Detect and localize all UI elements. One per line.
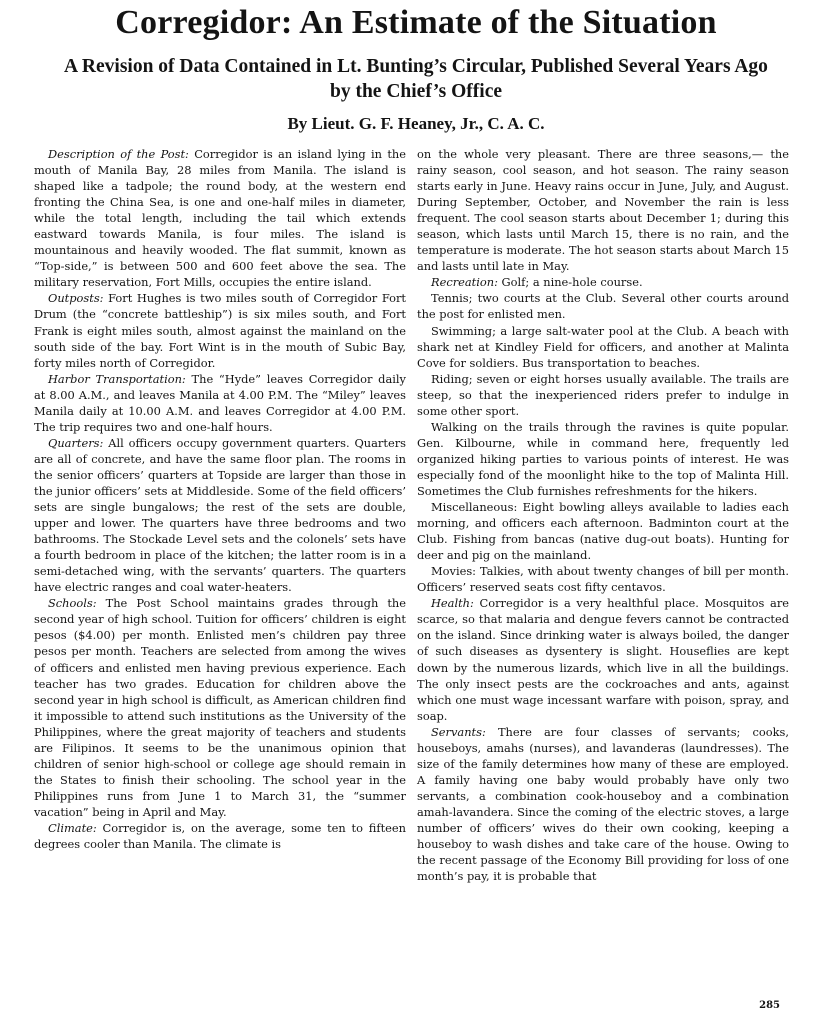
section-heading: Description of the Post: (48, 147, 189, 161)
paragraph-riding (417, 371, 789, 419)
paragraph-text: The Post School maintains grades through the second year of high school. Tuition for officers’ children is eight pesos ($4.00) per month. Enlisted men’s children pay three pesos per month. Teachers are selected from among the wives of officers and enlisted men having previous experience. Each teacher has two grades. Education for children above the second year in high school is difficult, as American children find it impossible to attend such institutions as the University of the Philippines, where the great majority of teachers and students are Filipinos. It seems to be the unanimous opinion that children of senior high-school or college age should remain in the States to finish their schooling. The school year in the Philippines runs from June 1 to March 31, the “summer vacation” being in April and May. (34, 596, 406, 819)
paragraph-tennis (417, 290, 789, 322)
author-byline: By Lieut. G. F. Heaney, Jr., C. A. C. (287, 114, 545, 133)
paragraph-text: Riding; seven or eight horses usually available. The trails are steep, so that the inexperienced riders prefer to indulge in some other sport. (417, 371, 789, 418)
paragraph-miscellaneous (417, 499, 789, 563)
paragraph-text: Miscellaneous: Eight bowling alleys available to ladies each morning, and officers each afternoon. Badminton court at the Club. Fishing from bancas (native dug-out boats). Hunting for deer and pig on the mainland. (417, 500, 789, 563)
paragraph-swimming (417, 323, 789, 371)
section-heading: Recreation: (431, 275, 498, 290)
paragraph-text: Corregidor is, on the average, some ten to fifteen degrees cooler than Manila. The climate is (34, 820, 406, 852)
paragraph-text: Golf; a nine-hole course. (497, 275, 643, 290)
section-heading: Quarters: (48, 435, 104, 450)
paragraph-text: Tennis; two courts at the Club. Several other courts around the post for enlisted men. (417, 291, 789, 322)
paragraph-outposts (34, 290, 406, 370)
paragraph-text: Corregidor is a very healthful place. Mosquitos are scarce, so that malaria and dengue fevers cannot be contracted on the island. Since drinking water is always boiled, the danger of such diseases as dysentery is slight. Houseflies are kept down by the numerous lizards, which live in all the buildings. The only insect pests are the cockroaches and ants, against which one must wage incessant warfare with poison, spray, and soap. (417, 596, 789, 723)
paragraph-text: Swimming; a large salt-water pool at the Club. A beach with shark net at Kindley Field for officers, and another at Malinta Cove for soldiers. Bus transportation to beaches. (417, 323, 789, 370)
section-heading: Health: (431, 596, 474, 611)
paragraph-text: Fort Hughes is two miles south of Corregidor Fort Drum (the “concrete battleship”) is six miles south, and Fort Frank is eight miles south, almost against the mainland on the south side of the bay. Fort Wint is in the mouth of Subic Bay, forty miles north of Corregidor. (34, 291, 406, 370)
paragraph-description (34, 146, 406, 290)
section-heading: Climate: (48, 820, 97, 835)
paragraph-servants (417, 724, 789, 884)
paragraph-schools (34, 595, 406, 820)
paragraph-climate-continued (417, 146, 789, 274)
paragraph-quarters (34, 435, 406, 595)
page-number: 285 (759, 1000, 780, 1011)
paragraph-climate (34, 820, 406, 852)
section-heading: Harbor Transportation: (48, 371, 186, 386)
paragraph-health (417, 595, 789, 723)
paragraph-movies (417, 563, 789, 595)
paragraph-text: Corregidor is an island lying in the mouth of Manila Bay, 28 miles from Manila. The island is shaped like a tadpole; the round body, at the western end fronting the China Sea, is one and one-half miles in diameter, while the total length, including the tail which extends eastward towards Manila, is four miles. The island is mountainous and heavily wooded. The flat summit, known as “Top-side,” is between 500 and 600 feet above the sea. The military reservation, Fort Mills, occupies the entire island. (34, 147, 406, 290)
paragraph-text: Movies: Talkies, with about twenty changes of bill per month. Officers’ reserved seats cost fifty centavos. (417, 564, 789, 595)
right-column (417, 146, 789, 884)
article-title: Corregidor: An Estimate of the Situation (115, 4, 717, 41)
section-heading: Servants: (431, 724, 486, 739)
left-column (34, 146, 406, 852)
section-heading: Schools: (48, 596, 97, 611)
paragraph-recreation (417, 274, 789, 290)
section-heading: Outposts: (48, 291, 104, 306)
article-subtitle: A Revision of Data Contained in Lt. Bunting’s Circular, Published Several Years Ago by the Chief’s Office (64, 56, 768, 102)
paragraph-text: on the whole very pleasant. There are three seasons,— the rainy season, cool season, and hot season. The rainy season starts early in June. Heavy rains occur in June, July, and August. During September, October, and November the rain is less frequent. The cool season starts about December 1; during this season, which lasts until March 15, there is no rain, and the temperature is moderate. The hot season starts about March 15 and lasts until late in May. (417, 147, 789, 274)
paragraph-harbor-transportation (34, 371, 406, 435)
paragraph-walking (417, 419, 789, 499)
paragraph-text: The “Hyde” leaves Corregidor daily at 8.00 A.M., and leaves Manila at 4.00 P.M. The “Miley” leaves Manila daily at 10.00 A.M. and leaves Corregidor at 4.00 P.M. The trip requires two and one-half hours. (34, 371, 406, 434)
paragraph-text: There are four classes of servants; cooks, houseboys, amahs (nurses), and lavanderas (laundresses). The size of the family determines how many of these are employed. A family having one baby would probably have only two servants, a combination cook-houseboy and a combination amah-lavandera. Since the coming of the electric stoves, a large number of officers’ wives do their own cooking, keeping a houseboy to wash dishes and take care of the house. Owing to the recent passage of the Economy Bill providing for loss of one month’s pay, it is probable that (417, 724, 789, 884)
paragraph-text: Walking on the trails through the ravines is quite popular. Gen. Kilbourne, while in command here, frequently led organized hiking parties to various points of interest. He was especially fond of the moonlight hike to the top of Malinta Hill. Sometimes the Club furnishes refreshments for the hikers. (417, 419, 789, 498)
paragraph-text: All officers occupy government quarters. Quarters are all of concrete, and have the same floor plan. The rooms in the senior officers’ quarters at Topside are larger than those in the junior officers’ sets at Middleside. Some of the field officers’ sets are single bungalows; the rest of the sets are double, upper and lower. The quarters have three bedrooms and two bathrooms. The Stockade Level sets and the colonels’ sets have a fourth bedroom in place of the kitchen; the latter room is in a semi-detached wing, with the servants’ quarters. The quarters have electric ranges and coal water-heaters. (34, 435, 406, 595)
